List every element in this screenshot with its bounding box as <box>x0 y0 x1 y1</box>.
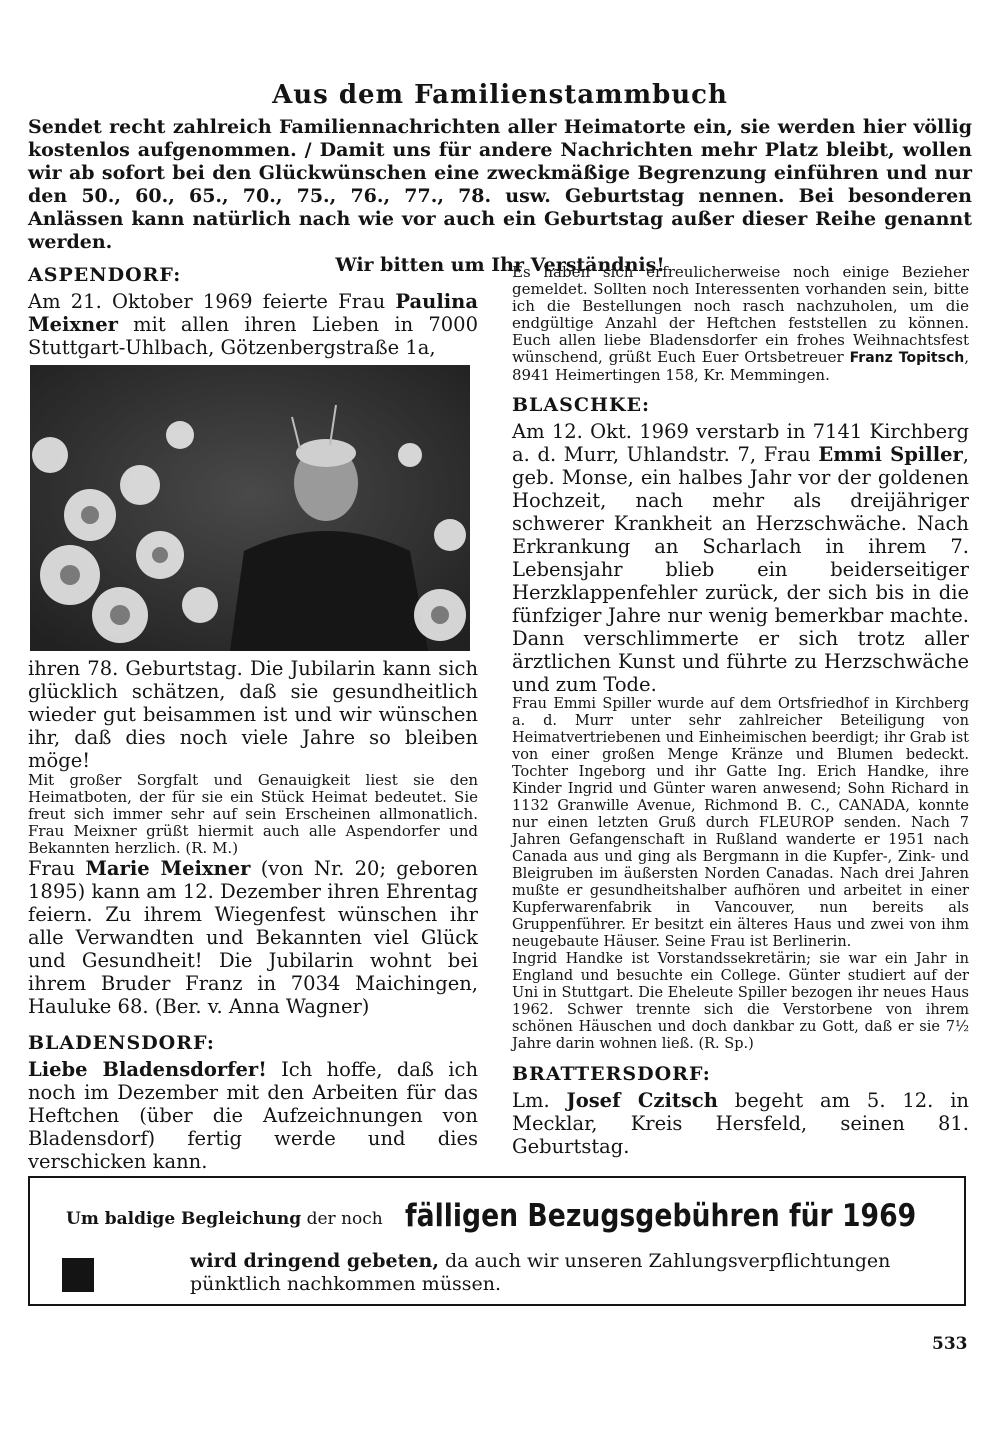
intro-notice <box>28 116 972 277</box>
blaschke-note-1: Frau Emmi Spiller wurde auf dem Ortsfriedhof in Kirchberg a. d. Murr unter sehr zahlreicher Beteiligung von Heimatvertriebenen und Einheimischen beerdigt; ihr Grab ist von einer großen Menge Kränze und Blumen bedeckt. Tochter Ingeborg und ihr Gatte Ing. Erich Handke, ihre Kinder Ingrid und Günter waren anwesend; Sohn Richard in 1132 Granwille Avenue, Richmond B. C., CANADA, konnte nur einen letzten Gruß durch FLEUROP senden. Nach 7 Jahren Gefangenschaft in Rußland wanderte er 1951 nach Canada aus und ging als Bergmann in die Kupfer-, Zink- und Bleigruben im äußersten Norden Canadas. Nach drei Jahren mußte er gesundheitshalber aufhören und arbeitet in einer Kupferwarenfabrik in Vancouver, nun bereits als Gruppenführer. Er besitzt ein älteres Haus und zwei von ihm neugebaute Häuser. Seine Frau ist Berlinerin. <box>512 696 969 950</box>
aspendorf-paragraph-1 <box>28 290 478 359</box>
text-run: da auch wir unseren Zahlungsverpflichtungen pünktlich nachkommen müssen. <box>190 1250 891 1295</box>
brattersdorf-paragraph <box>512 1089 969 1158</box>
text-run: (von Nr. 20; geboren 1895) kann am 12. Dezember ihren Ehrentag feiern. Zu ihrem Wiegenfest wünschen ihr alle Verwandten und Bekannten viel Glück und Gesundheit! Die Jubilarin wohnt bei ihrem Bruder Franz in 7034 Maichingen, Hauluke 68. (Ber. v. Anna Wagner) <box>28 857 478 1018</box>
aspendorf-paragraph-1-cont: ihren 78. Geburtstag. Die Jubilarin kann sich glücklich schätzen, daß sie gesundheitlich wieder gut beisammen ist und wir wünschen ihr, daß dies noch viele Jahre so bleiben möge! <box>28 657 478 772</box>
blaschke-note-2: Ingrid Handke ist Vorstandssekretärin; sie war ein Jahr in England und besuchte ein College. Günter studiert auf der Uni in Stuttgart. Die Eheleute Spiller bezogen ihr neues Haus 1962. Schwer trennte sich die Verstorbene von ihrem schönen Häuschen und doch dankbar zu Gott, daß er sie 7½ Jahre darin wohnen ließ. (R. Sp.) <box>512 951 969 1052</box>
blaschke-paragraph-1 <box>512 420 969 696</box>
text-run: Am 21. Oktober 1969 feierte Frau <box>28 290 396 313</box>
section-heading-blaschke: BLASCHKE: <box>512 394 650 416</box>
notice-line-1 <box>66 1198 999 1234</box>
right-column <box>512 264 969 1158</box>
text-run: mit allen ihren Lieben in 7000 Stuttgart-Uhlbach, Götzenbergstraße 1a, <box>28 313 478 359</box>
text-run: , 8941 Heimertingen 158, Kr. Memmingen. <box>512 348 969 384</box>
text-run: Es haben sich erfreulicherweise noch einige Bezieher gemeldet. Sollten noch Interessenten vorhanden sein, bitte ich die Bestellungen noch rasch nachzuholen, um die endgültige Anzahl der Heftchen feststellen zu können. Euch allen liebe Bladensdorfer ein frohes Weihnachtsfest wünschend, grüßt Euch Euer Ortsbetreuer <box>512 263 969 366</box>
text-run: wird dringend gebeten, <box>190 1250 439 1272</box>
bladensdorf-paragraph <box>28 1058 478 1173</box>
section-heading-brattersdorf: BRATTERSDORF: <box>512 1063 711 1085</box>
text-run: Am 12. Okt. 1969 verstarb in 7141 Kirchberg a. d. Murr, Uhlandstr. 7, Frau <box>512 420 969 466</box>
person-name: Josef Czitsch <box>566 1089 718 1112</box>
section-heading-aspendorf: ASPENDORF: <box>28 264 182 286</box>
notice-line-2 <box>190 1250 940 1296</box>
text-run: Um baldige Begleichung <box>66 1209 302 1229</box>
text-run: , geb. Monse, ein halbes Jahr vor der goldenen Hochzeit, nach mehr als dreijähriger schwerer Krankheit an Herzschwäche. Nach Erkrankung an Scharlach in ihrem 7. Lebensjahr blieb ein beiderseitiger Herzklappenfehler zurück, der sich bis in die fünfziger Jahre nur wenig bemerkbar machte. Dann verschlimmerte er sich trotz aller ärztlichen Kunst und führte zu Herzschwäche und zum Tode. <box>512 443 969 696</box>
black-square-marker <box>62 1258 94 1292</box>
text-run: begeht am 5. 12. in Mecklar, Kreis Hersfeld, seinen 81. Geburtstag. <box>512 1089 969 1158</box>
text-run: Frau <box>28 857 86 880</box>
person-name: Emmi Spiller <box>818 443 963 466</box>
notice-headline: fälligen Bezugsgebühren für 1969 <box>404 1198 916 1234</box>
person-name: Marie Meixner <box>85 857 251 880</box>
portrait-photo <box>30 365 470 651</box>
left-column <box>28 264 478 1173</box>
page-title: Aus dem Familienstammbuch <box>272 80 728 110</box>
bladensdorf-subscriber-note <box>512 264 969 384</box>
aspendorf-note: Mit großer Sorgfalt und Genauigkeit liest sie den Heimatboten, der für sie ein Stück Heimat bedeutet. Sie freut sich immer sehr auf sein Erscheinen allmonatlich. Frau Meixner grüßt hiermit auch alle Aspendorfer und Bekannten herzlich. (R. M.) <box>28 771 478 857</box>
person-name: Franz Topitsch <box>849 350 965 366</box>
text-run: der noch <box>301 1209 383 1229</box>
intro-text: Sendet recht zahlreich Familiennachrichten aller Heimatorte ein, sie werden hier völlig kostenlos aufgenommen. / Damit uns für andere Nachrichten mehr Platz bleibt, wollen wir ab sofort bei den Glückwünschen eine zweckmäßige Begrenzung einführen und nur den 50., 60., 65., 70., 75., 76., 77., 78. usw. Geburtstag nennen. Bei besonderen Anlässen kann natürlich nach wie vor auch ein Geburtstag außer dieser Reihe genannt werden. <box>28 116 972 253</box>
text-run: Lm. <box>512 1089 567 1112</box>
intro-closing: Wir bitten um Ihr Verständnis! <box>335 254 665 276</box>
person-name: Paulina Meixner <box>28 290 478 336</box>
page-number: 533 <box>932 1334 968 1354</box>
section-heading-bladensdorf: BLADENSDORF: <box>28 1032 215 1054</box>
salutation: Liebe Bladensdorfer! <box>28 1058 267 1081</box>
payment-notice-box <box>28 1176 966 1306</box>
aspendorf-paragraph-2 <box>28 857 478 1018</box>
text-run: Ich hoffe, daß ich noch im Dezember mit den Arbeiten für das Heftchen (über die Aufzeichnungen von Bladensdorf) fertig werde und dies verschicken kann. <box>28 1058 479 1173</box>
